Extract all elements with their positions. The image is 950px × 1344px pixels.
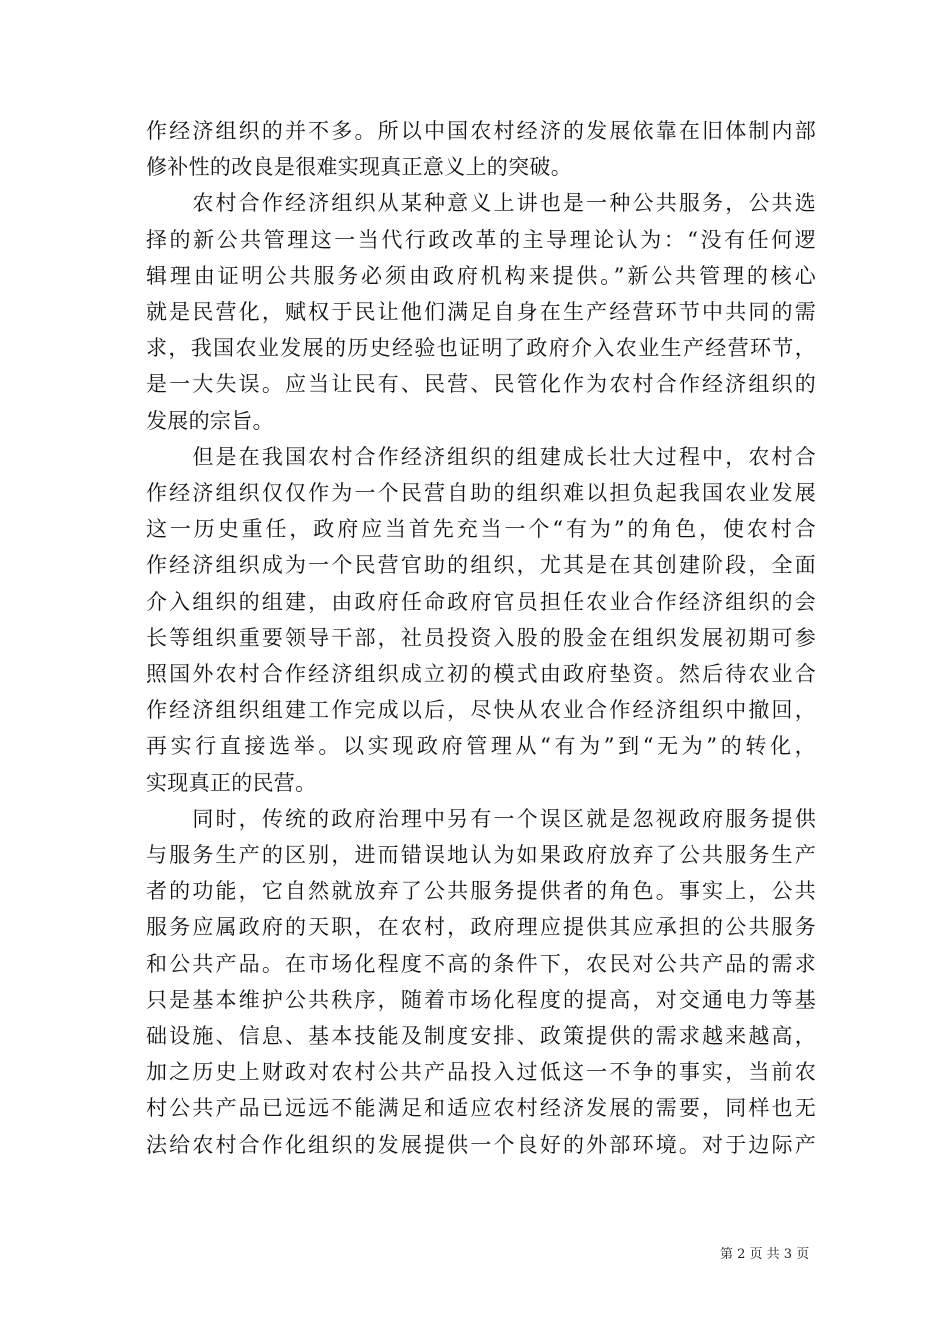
- document-page: [146, 113, 816, 1163]
- text-line: 者的功能，它自然就放弃了公共服务提供者的角色。事实上，公共: [146, 879, 816, 904]
- text-line: 修补性的改良是很难实现真正意义上的突破。: [146, 155, 572, 180]
- text-line: 这一历史重任，政府应当首先充当一个“有为”的角色，使农村合: [146, 517, 816, 542]
- text-line: 择的新公共管理这一当代行政改革的主导理论认为：“没有任何逻: [146, 227, 816, 252]
- text-line: 只是基本维护公共秩序，随着市场化程度的提高，对交通电力等基: [146, 987, 816, 1012]
- page-number-footer: 第 2 页 共 3 页: [720, 1247, 810, 1262]
- text-line: 作经济组织成为一个民营官助的组织，尤其是在其创建阶段，全面: [146, 553, 816, 578]
- text-line: 是一大失误。应当让民有、民营、民管化作为农村合作经济组织的: [146, 372, 816, 397]
- text-line: 作经济组织仅仅作为一个民营自助的组织难以担负起我国农业发展: [146, 481, 816, 506]
- text-line: 求，我国农业发展的历史经验也证明了政府介入农业生产经营环节，: [146, 336, 816, 361]
- text-line: 和公共产品。在市场化程度不高的条件下，农民对公共产品的需求: [146, 951, 816, 976]
- text-line: 加之历史上财政对农村公共产品投入过低这一不争的事实，当前农: [146, 1060, 816, 1085]
- text-line: 辑理由证明公共服务必须由政府机构来提供。”新公共管理的核心: [146, 263, 816, 288]
- text-line: 但是在我国农村合作经济组织的组建成长壮大过程中，农村合: [146, 444, 816, 469]
- text-line: 发展的宗旨。: [146, 408, 274, 433]
- text-line: 再实行直接选举。以实现政府管理从“有为”到“无为”的转化，: [146, 734, 816, 759]
- text-line: 村公共产品已远远不能满足和适应农村经济发展的需要，同样也无: [146, 1096, 816, 1121]
- text-line: 就是民营化，赋权于民让他们满足自身在生产经营环节中共同的需: [146, 300, 816, 325]
- text-line: 实现真正的民营。: [146, 770, 317, 795]
- text-line: 同时，传统的政府治理中另有一个误区就是忽视政府服务提供: [146, 806, 816, 831]
- paragraph-1: [146, 113, 816, 185]
- text-line: 长等组织重要领导干部，社员投资入股的股金在组织发展初期可参: [146, 625, 816, 650]
- paragraph-4: [146, 801, 816, 1163]
- text-line: 服务应属政府的天职，在农村，政府理应提供其应承担的公共服务: [146, 915, 816, 940]
- text-line: 农村合作经济组织从某种意义上讲也是一种公共服务，公共选: [146, 191, 816, 216]
- paragraph-3: [146, 439, 816, 801]
- text-line: 法给农村合作化组织的发展提供一个良好的外部环境。对于边际产: [146, 1132, 816, 1157]
- text-line: 与服务生产的区别，进而错误地认为如果政府放弃了公共服务生产: [146, 843, 816, 868]
- text-line: 作经济组织的并不多。所以中国农村经济的发展依靠在旧体制内部: [146, 119, 816, 143]
- text-line: 作经济组织组建工作完成以后，尽快从农业合作经济组织中撤回，: [146, 698, 816, 723]
- text-line: 介入组织的组建，由政府任命政府官员担任农业合作经济组织的会: [146, 589, 816, 614]
- text-line: 础设施、信息、基本技能及制度安排、政策提供的需求越来越高，: [146, 1024, 816, 1049]
- paragraph-2: [146, 185, 816, 438]
- text-line: 照国外农村合作经济组织成立初的模式由政府垫资。然后待农业合: [146, 662, 816, 687]
